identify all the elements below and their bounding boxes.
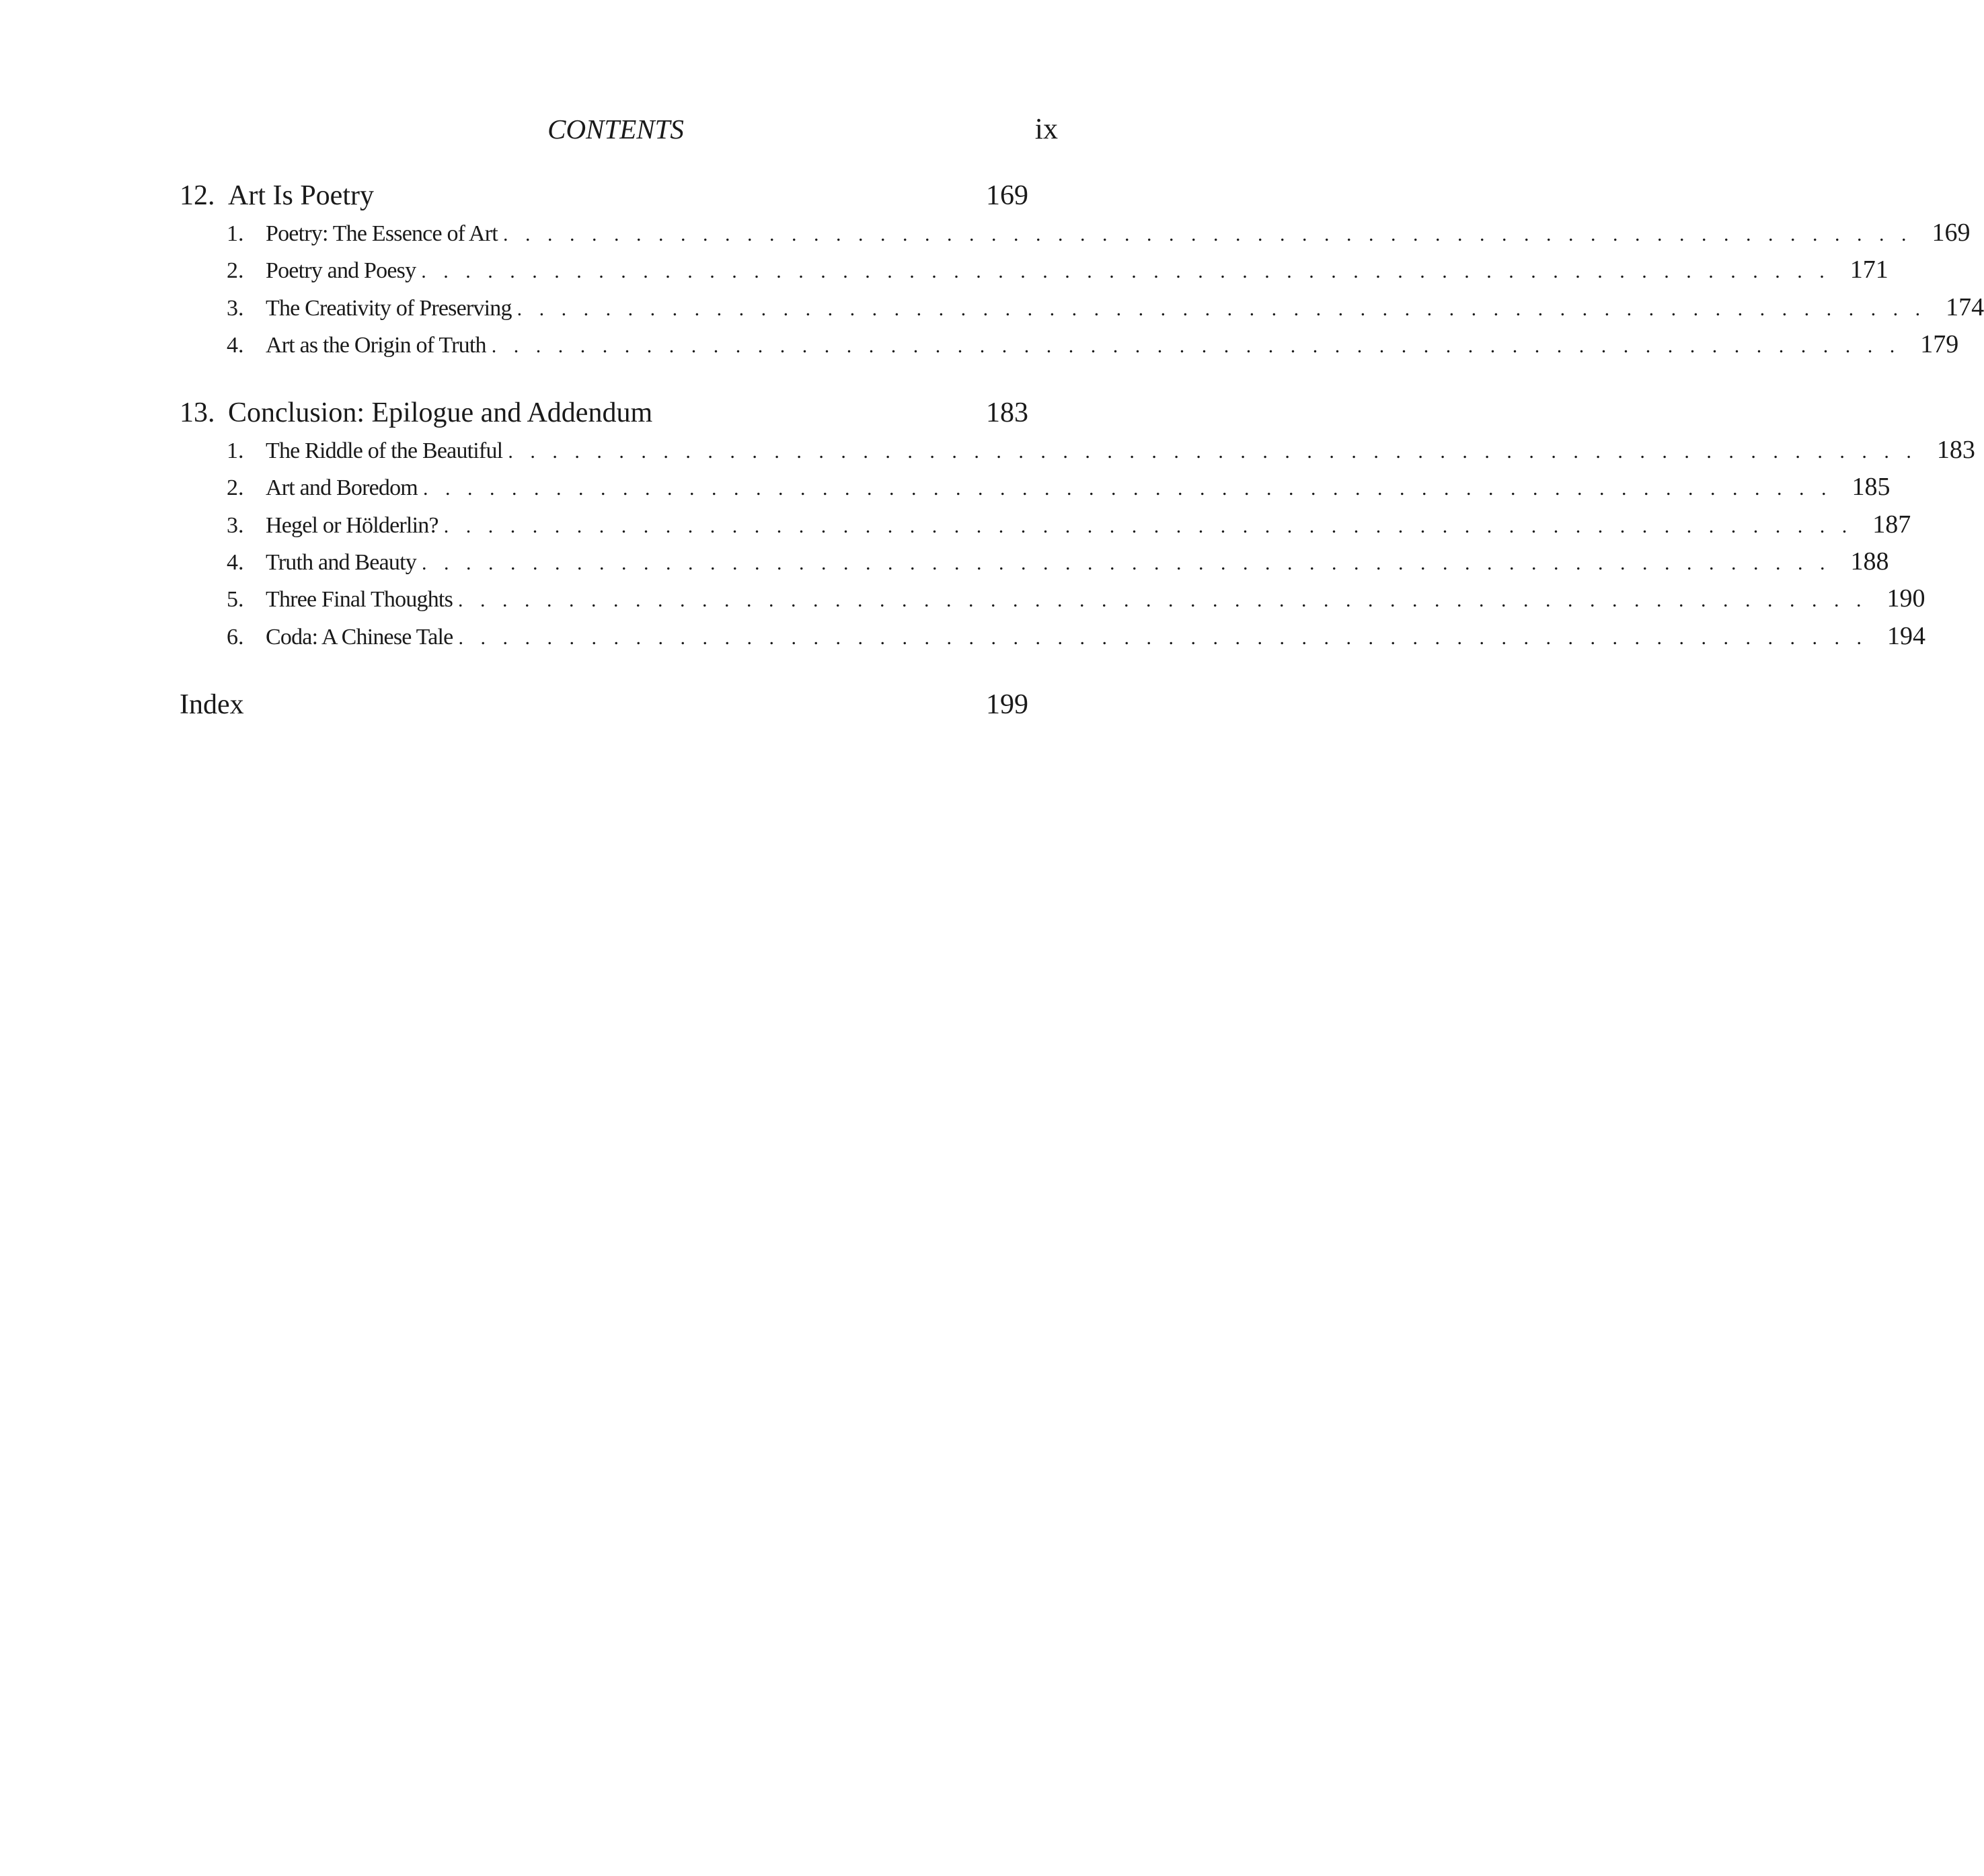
section-page-number: 171: [1849, 256, 1888, 284]
section-page-number: 185: [1852, 473, 1891, 502]
section-number: 1.: [227, 438, 244, 464]
section-number: 5.: [227, 587, 244, 613]
dot-leader: . . . . . . . . . . . . . . . . . . . . . . . . . . . . . . . . . . . . . . . . . . . . . . . . . . . . . . . . . . . . . . . .: [421, 260, 1831, 283]
toc-section[interactable]: [227, 252, 1888, 289]
chapter-title: Art Is Poetry: [228, 180, 374, 211]
chapter-title: Conclusion: Epilogue and Addendum: [228, 397, 653, 429]
toc-section[interactable]: [227, 507, 1911, 544]
chapter-number: 13.: [180, 397, 215, 429]
section-title: Truth and Beauty: [266, 550, 416, 576]
section-page-number: 187: [1872, 510, 1911, 539]
chapter-page-number: 183: [986, 397, 1028, 429]
section-title: Art as the Origin of Truth: [266, 332, 486, 358]
section-page-number: 194: [1886, 621, 1925, 650]
section-number: 2.: [227, 258, 244, 284]
running-title: CONTENTS: [547, 114, 684, 145]
section-number: 4.: [227, 332, 244, 358]
section-title: The Riddle of the Beautiful: [266, 438, 503, 464]
dot-leader: . . . . . . . . . . . . . . . . . . . . . . . . . . . . . . . . . . . . . . . . . . . . . . . . . . . . . . . . . . . . . . . .: [517, 297, 1927, 320]
toc-section[interactable]: [227, 544, 1889, 581]
table-of-contents: [180, 176, 1984, 724]
chapter-page-number: 169: [986, 180, 1028, 211]
section-page-number: 179: [1920, 329, 1959, 358]
dot-leader: . . . . . . . . . . . . . . . . . . . . . . . . . . . . . . . . . . . . . . . . . . . . . . . . . . . . . . . . . . . . . . . .: [508, 440, 1917, 463]
section-number: 2.: [227, 475, 244, 501]
dot-leader: . . . . . . . . . . . . . . . . . . . . . . . . . . . . . . . . . . . . . . . . . . . . . . . . . . . . . . . . . . . . . . . .: [421, 552, 1831, 575]
running-head: [0, 109, 1231, 149]
chapter-13-sections: [180, 432, 1975, 656]
toc-chapter-13[interactable]: [180, 393, 1028, 432]
section-page-number: 188: [1850, 547, 1889, 576]
page-folio: ix: [1034, 112, 1058, 145]
section-page-number: 183: [1936, 436, 1975, 465]
section-title: Hegel or Hölderlin?: [266, 512, 438, 538]
section-number: 3.: [227, 295, 244, 321]
section-title: Poetry and Poesy: [266, 258, 416, 284]
toc-section[interactable]: [227, 215, 1971, 252]
section-number: 6.: [227, 624, 244, 650]
index-page-number: 199: [986, 689, 1028, 720]
index-title: Index: [180, 689, 244, 720]
section-title: Coda: A Chinese Tale: [266, 624, 453, 650]
toc-section[interactable]: [227, 581, 1925, 618]
toc-section[interactable]: [227, 619, 1925, 656]
section-page-number: 190: [1886, 584, 1925, 613]
toc-chapter-12[interactable]: [180, 176, 1028, 215]
dot-leader: . . . . . . . . . . . . . . . . . . . . . . . . . . . . . . . . . . . . . . . . . . . . . . . . . . . . . . . . . . . . . . . .: [422, 477, 1833, 500]
dot-leader: . . . . . . . . . . . . . . . . . . . . . . . . . . . . . . . . . . . . . . . . . . . . . . . . . . . . . . . . . . . . . . . .: [458, 589, 1868, 612]
section-number: 1.: [227, 221, 244, 246]
section-title: The Creativity of Preserving: [266, 295, 512, 321]
section-title: Art and Boredom: [266, 475, 418, 501]
toc-section[interactable]: [227, 290, 1984, 327]
toc-section[interactable]: [227, 432, 1975, 469]
dot-leader: . . . . . . . . . . . . . . . . . . . . . . . . . . . . . . . . . . . . . . . . . . . . . . . . . . . . . . . . . . . . . . . .: [443, 514, 1854, 537]
section-number: 3.: [227, 512, 244, 538]
dot-leader: . . . . . . . . . . . . . . . . . . . . . . . . . . . . . . . . . . . . . . . . . . . . . . . . . . . . . . . . . . . . . . . .: [458, 626, 1868, 649]
dot-leader: . . . . . . . . . . . . . . . . . . . . . . . . . . . . . . . . . . . . . . . . . . . . . . . . . . . . . . . . . . . . . . . .: [491, 334, 1901, 357]
toc-index[interactable]: [180, 685, 1028, 724]
section-title: Three Final Thoughts: [266, 587, 453, 613]
toc-section[interactable]: [227, 469, 1891, 506]
dot-leader: . . . . . . . . . . . . . . . . . . . . . . . . . . . . . . . . . . . . . . . . . . . . . . . . . . . . . . . . . . . . . . . .: [502, 223, 1913, 245]
chapter-number: 12.: [180, 180, 215, 211]
toc-section[interactable]: [227, 327, 1959, 364]
section-page-number: 174: [1946, 292, 1984, 321]
section-page-number: 169: [1932, 219, 1971, 247]
section-number: 4.: [227, 550, 244, 576]
chapter-12-sections: [180, 215, 1984, 364]
section-title: Poetry: The Essence of Art: [266, 221, 498, 246]
